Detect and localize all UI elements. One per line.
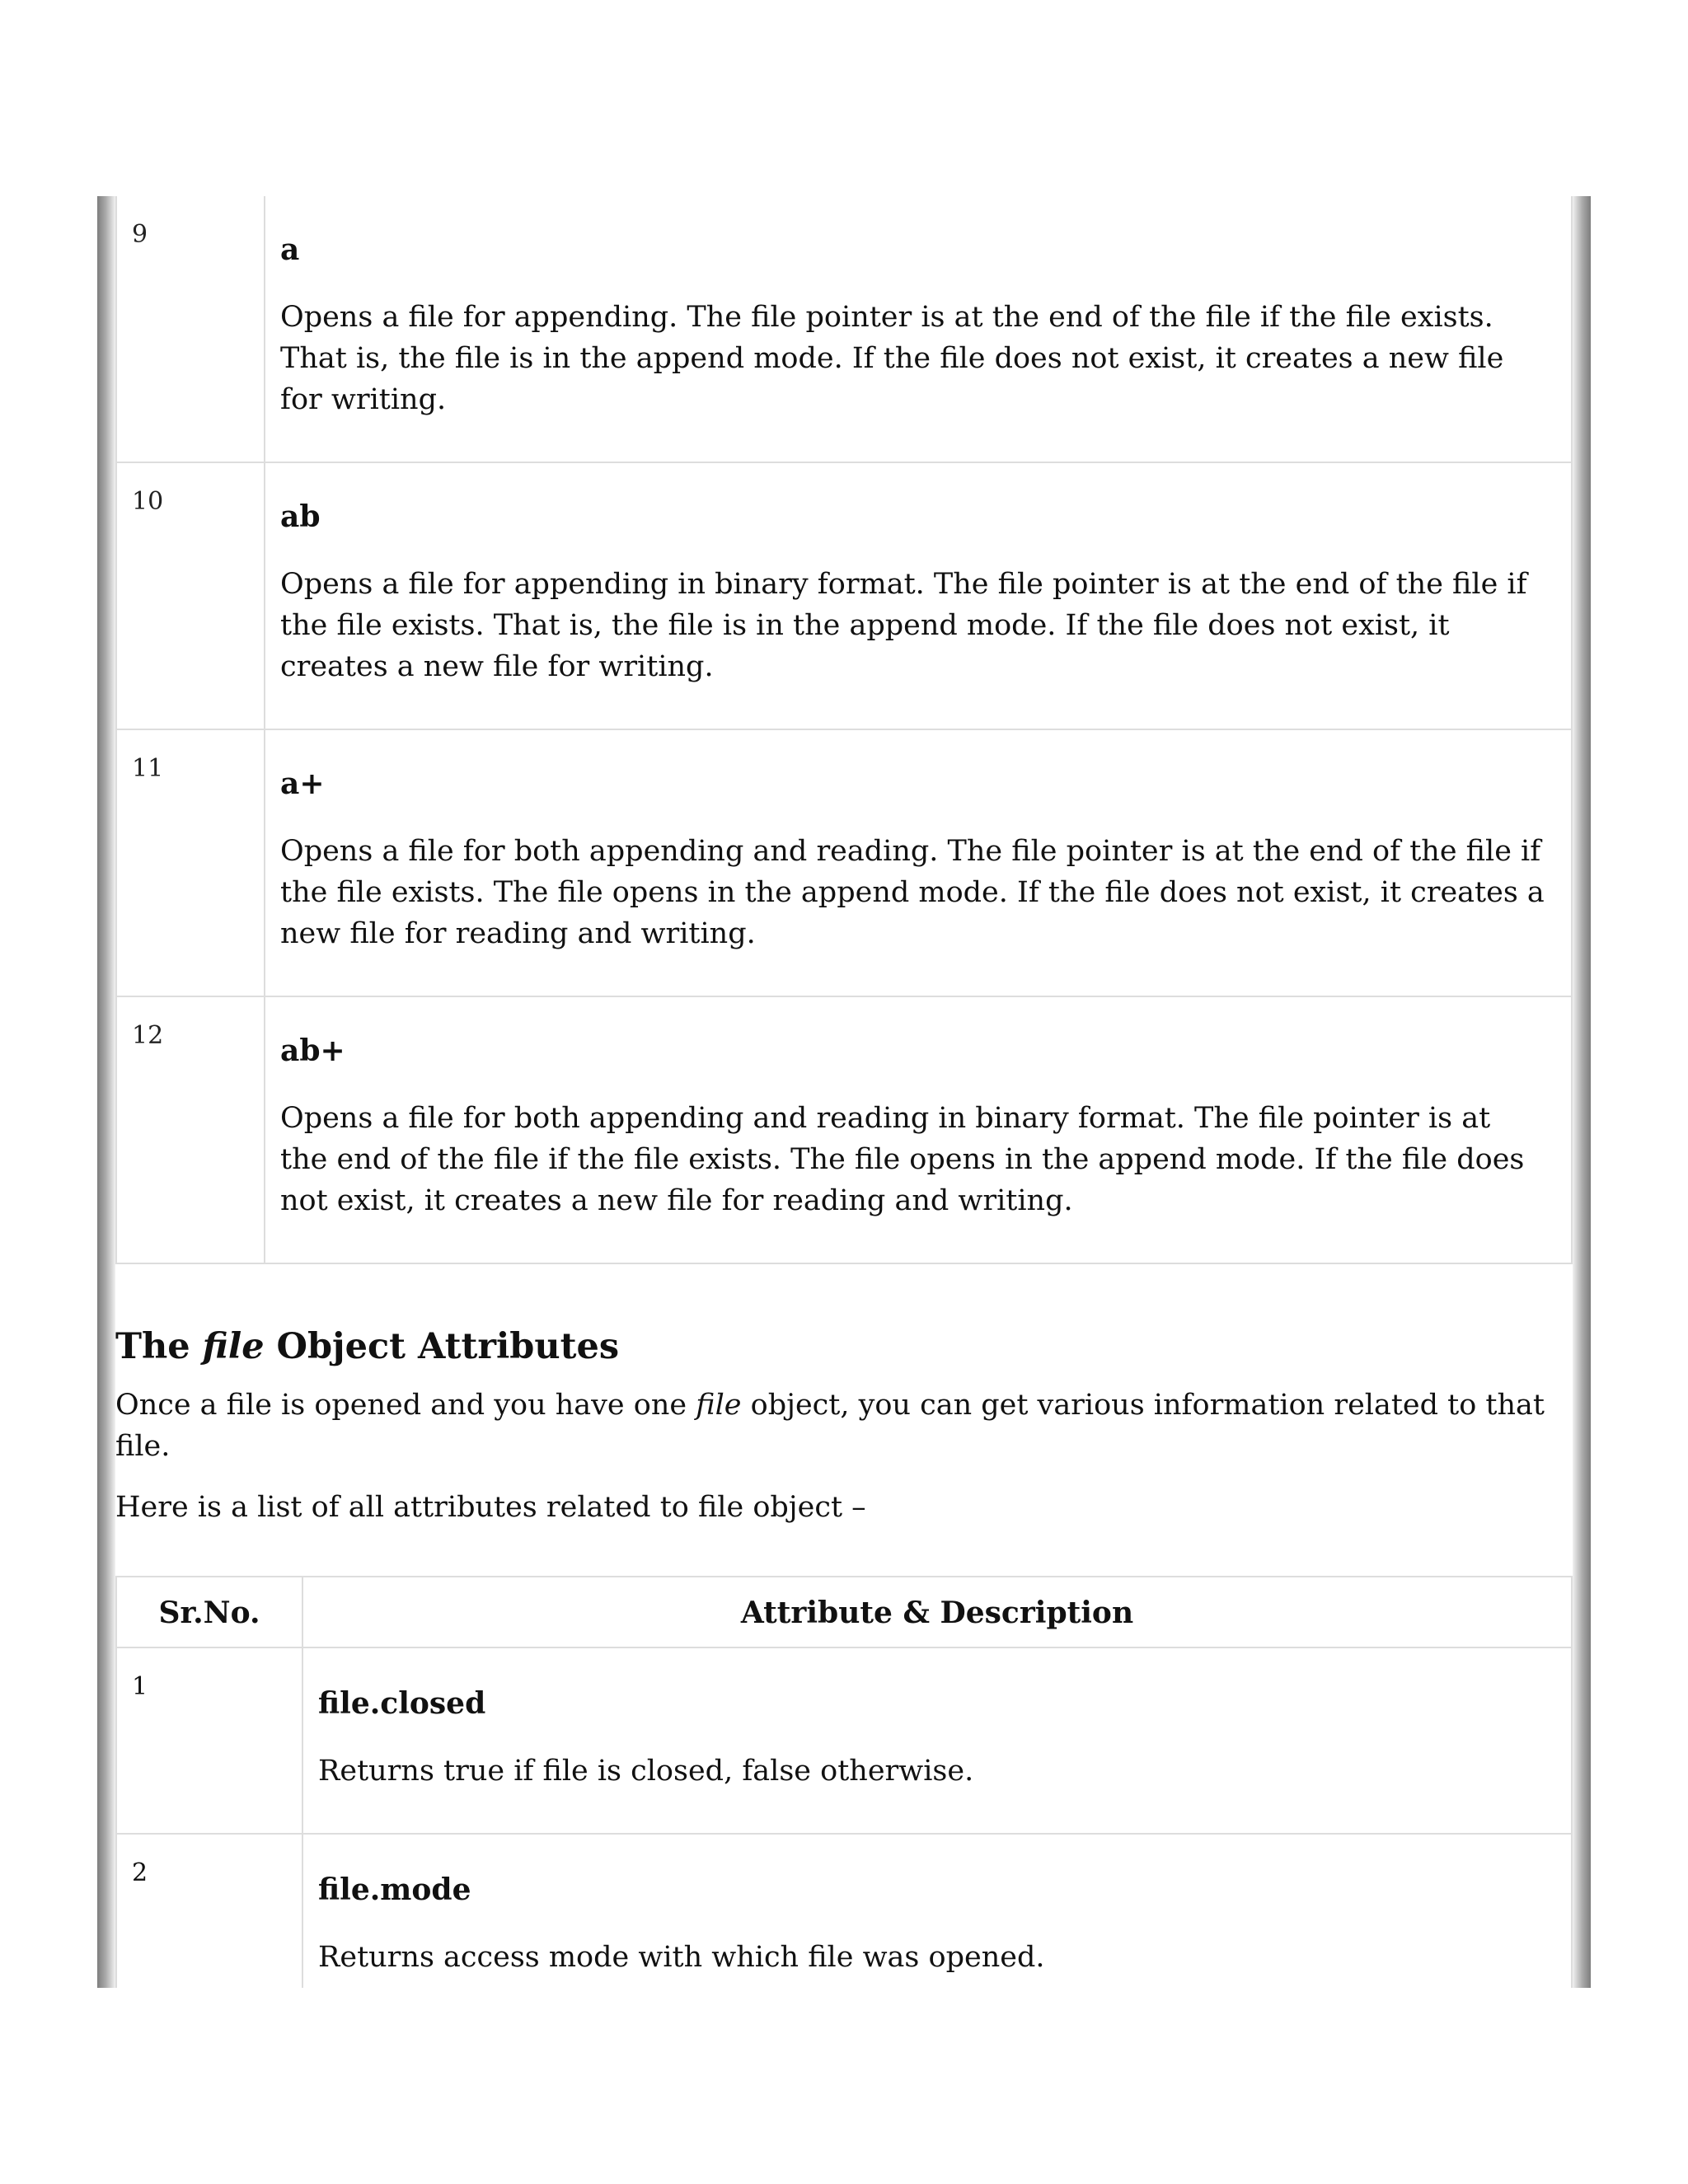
heading-emphasis: file bbox=[202, 1326, 265, 1367]
mode-description: Opens a file for appending. The file pointer is at the end of the file if the file exists. That is, the file is in the append mode. If the file does not exist, it creates a new file for writing. bbox=[280, 301, 1504, 416]
mode-cell bbox=[265, 996, 1572, 1263]
mode-description: Opens a file for both appending and reading in binary format. The file pointer is at the end of the file if the file exists. The file opens in the append mode. If the file does not exist, it creates a new file for reading and writing. bbox=[280, 1102, 1525, 1217]
column-header-attribute: Attribute & Description bbox=[302, 1577, 1572, 1647]
attribute-number: 2 bbox=[116, 1834, 302, 1988]
mode-number: 11 bbox=[116, 729, 265, 996]
list-intro-paragraph: Here is a list of all attributes related to file object – bbox=[115, 1491, 866, 1524]
table-row bbox=[116, 1834, 1572, 1988]
table-row bbox=[116, 196, 1572, 462]
file-attributes-table bbox=[115, 1576, 1573, 1988]
attribute-cell bbox=[302, 1834, 1572, 1988]
section-heading bbox=[115, 1324, 1573, 1370]
mode-number: 10 bbox=[116, 462, 265, 729]
heading-prefix: The bbox=[115, 1326, 203, 1367]
intro-prefix: Once a file is opened and you have one bbox=[115, 1389, 696, 1422]
mode-description: Opens a file for both appending and reading. The file pointer is at the end of the file if the file exists. The file opens in the append mode. If the file does not exist, it creates a new file for reading and writing. bbox=[280, 835, 1545, 950]
mode-number: 9 bbox=[116, 196, 265, 462]
mode-cell bbox=[265, 729, 1572, 996]
mode-name: a bbox=[280, 232, 300, 267]
attribute-description: Returns access mode with which file was opened. bbox=[318, 1941, 1045, 1974]
file-modes-table bbox=[115, 196, 1573, 1264]
attribute-cell bbox=[302, 1647, 1572, 1834]
table-row bbox=[116, 462, 1572, 729]
attribute-description: Returns true if file is closed, false otherwise. bbox=[318, 1755, 974, 1788]
attribute-name: file.mode bbox=[318, 1872, 471, 1907]
table-row bbox=[116, 729, 1572, 996]
table-row bbox=[116, 996, 1572, 1263]
document-content bbox=[115, 196, 1573, 1988]
intro-paragraph bbox=[115, 1385, 1573, 1467]
mode-name: ab bbox=[280, 499, 321, 534]
mode-number: 12 bbox=[116, 996, 265, 1263]
table-row bbox=[116, 1647, 1572, 1834]
table-header-row bbox=[116, 1577, 1572, 1647]
mode-name: ab+ bbox=[280, 1033, 345, 1068]
page-frame bbox=[97, 196, 1591, 1988]
intro-emphasis: file bbox=[696, 1389, 742, 1422]
heading-suffix: Object Attributes bbox=[264, 1326, 620, 1367]
attribute-name: file.closed bbox=[318, 1686, 486, 1721]
right-page-edge bbox=[1573, 196, 1591, 1988]
left-page-edge bbox=[97, 196, 115, 1988]
attribute-number: 1 bbox=[116, 1647, 302, 1834]
column-header-srno: Sr.No. bbox=[116, 1577, 302, 1647]
mode-name: a+ bbox=[280, 766, 325, 801]
intro-suffix: object, you can get various information related to that file. bbox=[115, 1389, 1545, 1463]
mode-description: Opens a file for appending in binary format. The file pointer is at the end of the file if the file exists. That is, the file is in the append mode. If the file does not exist, it creates a new file for writing. bbox=[280, 568, 1527, 683]
mode-cell bbox=[265, 462, 1572, 729]
mode-cell bbox=[265, 196, 1572, 462]
